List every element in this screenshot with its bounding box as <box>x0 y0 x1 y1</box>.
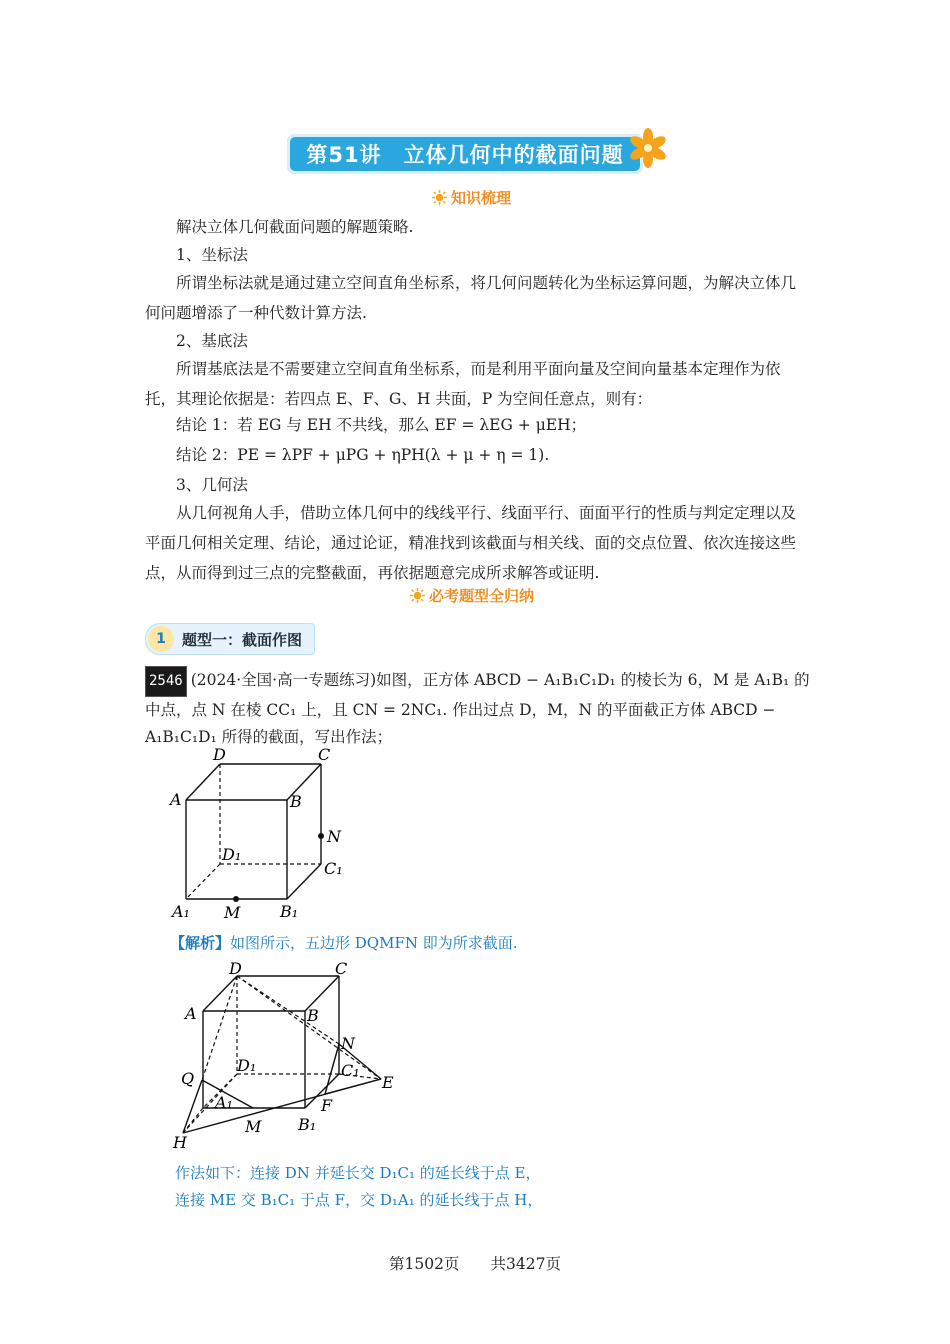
label-c: C <box>318 745 331 764</box>
label-h: H <box>173 1133 187 1152</box>
paragraph-basis-method: 所谓基底法是不需要建立空间直角坐标系，而是利用平面向量及空间向量基本定理作为依托，其理论依据是：若四点 E、F、G、H 共面，P 为空间任意点，则有： <box>145 360 781 408</box>
label-b1: B₁ <box>280 902 299 921</box>
section-knowledge-label: 知识梳理 <box>451 189 512 207</box>
page-title: 第51讲 立体几何中的截面问题 <box>306 143 624 167</box>
label-b: B <box>307 1006 319 1025</box>
section-figure <box>165 958 405 1152</box>
solution-tag: 【解析】 <box>170 934 231 952</box>
conclusion-1: 结论 1：若 EG 与 EH 不共线，那么 EF = λEG + μEH； <box>176 416 587 434</box>
paragraph-coordinate-method: 所谓坐标法就是通过建立空间直角坐标系，将几何问题转化为坐标运算问题，为解决立体几何问题增添了一种代数计算方法. <box>145 274 797 322</box>
solution-step-1: 作法如下：连接 DN 并延长交 D₁C₁ 的延长线于点 E， <box>175 1164 541 1182</box>
label-c1: C₁ <box>324 859 343 878</box>
label-d1: D₁ <box>237 1056 257 1075</box>
label-d1: D₁ <box>222 845 242 864</box>
label-b1: B₁ <box>298 1115 317 1134</box>
label-c: C <box>335 959 348 978</box>
label-c1: C₁ <box>341 1061 360 1080</box>
label-e: E <box>382 1073 394 1092</box>
flower-icon <box>628 126 668 170</box>
label-n: N <box>341 1034 355 1053</box>
paragraph-geometric-method: 从几何视角人手，借助立体几何中的线线平行、线面平行、面面平行的性质与判定定理以及平面几何相关定理、结论，通过论证，精准找到该截面与相关线、面的交点位置、依次连接这些点，从而得到过三点的完整截面，再依据题意完成所求解答或证明. <box>145 504 797 582</box>
type-label: 题型一：截面作图 <box>182 630 303 649</box>
problem-block <box>145 666 810 751</box>
label-a1: A₁ <box>172 902 190 921</box>
section-knowledge-heading <box>432 187 511 208</box>
solution-text: 如图所示，五边形 DQMFN 即为所求截面. <box>230 934 518 952</box>
cube-figure <box>160 744 360 924</box>
heading-basis-method: 2、基底法 <box>176 332 248 350</box>
page-footer: 第1502页 共3427页 <box>389 1255 561 1273</box>
sun-icon <box>432 190 447 205</box>
knowledge-intro: 解决立体几何截面问题的解题策略. <box>176 218 414 236</box>
label-m: M <box>224 903 241 922</box>
question-type-tag <box>145 623 315 655</box>
label-m: M <box>245 1117 262 1136</box>
conclusion-2: 结论 2：PE = λPF + μPG + ηPH(λ + μ + η = 1). <box>176 446 550 464</box>
point-n-marker <box>318 833 324 839</box>
title-banner <box>287 134 643 174</box>
sun-icon <box>410 588 425 603</box>
label-d: D <box>213 745 226 764</box>
point-m-marker <box>233 896 239 902</box>
label-a1: A₁ <box>215 1093 233 1112</box>
label-n: N <box>327 827 341 846</box>
heading-geometric-method: 3、几何法 <box>176 476 248 494</box>
section-types-heading <box>410 585 534 606</box>
type-number-badge: 1 <box>148 626 174 652</box>
label-a: A <box>185 1004 197 1023</box>
problem-text: (2024·全国·高一专题练习)如图，正方体 ABCD − A₁B₁C₁D₁ 的棱长为 6，M 是 A₁B₁ 的中点，点 N 在棱 CC₁ 上，且 CN = 2NC₁. 作出过点 D，M，N 的平面截正方体 ABCD − A₁B₁C₁D₁ 所得的截面，写出作法； <box>145 671 810 746</box>
section-types-label: 必考题型全归纳 <box>429 587 535 605</box>
problem-id-badge: 2546 <box>145 666 187 697</box>
solution-line <box>170 932 518 953</box>
label-f: F <box>321 1096 333 1115</box>
label-d: D <box>229 959 242 978</box>
label-b: B <box>290 792 302 811</box>
solution-step-2: 连接 ME 交 B₁C₁ 于点 F，交 D₁A₁ 的延长线于点 H， <box>175 1191 543 1209</box>
label-q: Q <box>181 1069 195 1088</box>
label-a: A <box>170 790 182 809</box>
heading-coordinate-method: 1、坐标法 <box>176 246 248 264</box>
